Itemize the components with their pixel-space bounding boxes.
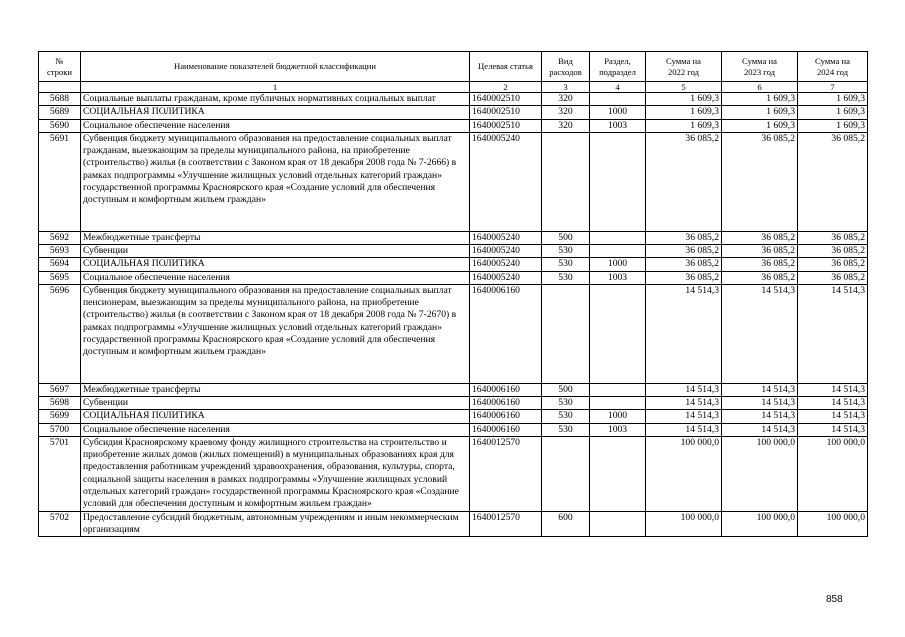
row-number: 5694 [39,258,81,271]
row-section: 1000 [590,410,646,423]
row-number: 5701 [39,436,81,511]
row-sum-2023: 1 609,3 [722,93,798,106]
budget-table [38,51,868,537]
row-sum-2024: 36 085,2 [798,258,868,271]
row-sum-2022: 36 085,2 [646,258,722,271]
row-section [590,93,646,106]
row-target-article: 1640005240 [470,231,542,244]
col-number: 2 [470,82,542,93]
row-target-article: 1640002510 [470,93,542,106]
row-number: 5691 [39,132,81,231]
row-sum-2023: 14 514,3 [722,396,798,409]
row-sum-2022: 36 085,2 [646,231,722,244]
row-sum-2023: 14 514,3 [722,423,798,436]
row-sum-2023: 100 000,0 [722,511,798,537]
row-sum-2023: 36 085,2 [722,244,798,257]
row-number: 5698 [39,396,81,409]
row-sum-2024: 36 085,2 [798,244,868,257]
row-number: 5700 [39,423,81,436]
header-sum-2023: Сумма на 2023 год [722,52,798,82]
row-target-article: 1640005240 [470,244,542,257]
table-row [39,132,868,231]
row-sum-2024: 100 000,0 [798,511,868,537]
row-sum-2022: 14 514,3 [646,284,722,383]
row-target-article: 1640006160 [470,410,542,423]
table-row [39,410,868,423]
row-expense-type: 600 [542,511,590,537]
row-name: Социальное обеспечение населения [81,423,470,436]
column-numbers-row [39,82,868,93]
header-expense-type: Вид расходов [542,52,590,82]
row-name: Субвенция бюджету муниципального образования на предоставление социальных выплат пенсионерам, выезжающим за пределы муниципального района, на приобретение (строительство) жилья (в соответствии с Законом края от 18 декабря 2008 года № 7-2670) в рамках подпрограммы «Улучшение жилищных условий отдельных категорий граждан» государственной программы Красноярского края «Создание условий для обеспечения доступным и комфортным жильем граждан» [81,284,470,383]
table-row [39,284,868,383]
table-row [39,436,868,511]
row-section [590,436,646,511]
row-section: 1003 [590,119,646,132]
row-target-article: 1640002510 [470,119,542,132]
table-row [39,93,868,106]
row-sum-2022: 1 609,3 [646,119,722,132]
row-sum-2024: 1 609,3 [798,119,868,132]
row-sum-2022: 14 514,3 [646,423,722,436]
row-sum-2024: 36 085,2 [798,271,868,284]
table-row [39,271,868,284]
row-name: СОЦИАЛЬНАЯ ПОЛИТИКА [81,410,470,423]
row-section [590,511,646,537]
row-section: 1000 [590,106,646,119]
row-section [590,231,646,244]
row-sum-2023: 36 085,2 [722,132,798,231]
row-target-article: 1640005240 [470,271,542,284]
row-sum-2023: 100 000,0 [722,436,798,511]
row-sum-2022: 36 085,2 [646,132,722,231]
row-sum-2024: 1 609,3 [798,106,868,119]
row-number: 5692 [39,231,81,244]
row-sum-2022: 1 609,3 [646,106,722,119]
row-name: Субвенции [81,396,470,409]
row-sum-2022: 36 085,2 [646,271,722,284]
table-row [39,244,868,257]
table-row [39,258,868,271]
header-name: Наименование показателей бюджетной классификации [81,52,470,82]
row-sum-2024: 14 514,3 [798,396,868,409]
row-sum-2023: 14 514,3 [722,284,798,383]
row-sum-2024: 100 000,0 [798,436,868,511]
row-sum-2022: 14 514,3 [646,410,722,423]
row-expense-type: 530 [542,396,590,409]
table-row [39,119,868,132]
row-number: 5688 [39,93,81,106]
row-sum-2024: 36 085,2 [798,132,868,231]
row-name: Социальное обеспечение населения [81,119,470,132]
row-sum-2024: 14 514,3 [798,410,868,423]
col-number: 4 [590,82,646,93]
row-target-article: 1640002510 [470,106,542,119]
row-expense-type: 320 [542,106,590,119]
row-expense-type: 530 [542,244,590,257]
header-row-no: № строки [39,52,81,82]
page-number: 858 [826,594,843,605]
row-target-article: 1640006160 [470,284,542,383]
row-expense-type: 320 [542,93,590,106]
row-number: 5690 [39,119,81,132]
header-sum-2024: Сумма на 2024 год [798,52,868,82]
col-number [39,82,81,93]
row-number: 5699 [39,410,81,423]
row-name: Предоставление субсидий бюджетным, автономным учреждениям и иным некоммерческим организациям [81,511,470,537]
row-sum-2024: 36 085,2 [798,231,868,244]
row-sum-2023: 36 085,2 [722,231,798,244]
row-expense-type: 500 [542,383,590,396]
row-sum-2022: 14 514,3 [646,396,722,409]
row-sum-2023: 1 609,3 [722,119,798,132]
row-section: 1003 [590,271,646,284]
row-sum-2023: 36 085,2 [722,271,798,284]
row-number: 5689 [39,106,81,119]
row-expense-type: 500 [542,231,590,244]
row-expense-type: 530 [542,423,590,436]
table-row [39,423,868,436]
row-target-article: 1640012570 [470,511,542,537]
row-expense-type [542,132,590,231]
row-target-article: 1640006160 [470,423,542,436]
header-row [39,52,868,82]
row-expense-type: 530 [542,258,590,271]
col-number: 6 [722,82,798,93]
row-section [590,396,646,409]
header-target: Целевая статья [470,52,542,82]
header-section: Раздел, подраздел [590,52,646,82]
row-target-article: 1640006160 [470,383,542,396]
row-number: 5693 [39,244,81,257]
table-row [39,511,868,537]
table-row [39,106,868,119]
row-sum-2022: 100 000,0 [646,511,722,537]
row-sum-2024: 14 514,3 [798,383,868,396]
row-target-article: 1640006160 [470,396,542,409]
row-name: Межбюджетные трансферты [81,231,470,244]
row-name: Субвенции [81,244,470,257]
row-sum-2023: 14 514,3 [722,383,798,396]
table-row [39,396,868,409]
row-number: 5696 [39,284,81,383]
row-expense-type: 320 [542,119,590,132]
row-expense-type [542,284,590,383]
row-expense-type [542,436,590,511]
row-sum-2022: 36 085,2 [646,244,722,257]
row-number: 5702 [39,511,81,537]
header-sum-2022: Сумма на 2022 год [646,52,722,82]
col-number: 7 [798,82,868,93]
row-name: Субсидия Красноярскому краевому фонду жилищного строительства на строительство и приобретение жилых домов (жилых помещений) в муниципальных образованиях края для предоставления работникам учреждений здравоохранения, образования, культуры, спорта, социальной защиты населения в рамках подпрограммы «Улучшение жилищных условий отдельных категорий граждан» государственной программы Красноярского края «Создание условий для обеспечения доступным и комфортным жильем граждан» [81,436,470,511]
row-expense-type: 530 [542,410,590,423]
row-name: Социальное обеспечение населения [81,271,470,284]
row-target-article: 1640005240 [470,258,542,271]
table-row [39,383,868,396]
col-number: 5 [646,82,722,93]
row-sum-2022: 100 000,0 [646,436,722,511]
row-sum-2024: 14 514,3 [798,423,868,436]
row-section: 1003 [590,423,646,436]
row-section [590,244,646,257]
row-target-article: 1640012570 [470,436,542,511]
row-expense-type: 530 [542,271,590,284]
row-sum-2023: 1 609,3 [722,106,798,119]
col-number: 1 [81,82,470,93]
row-target-article: 1640005240 [470,132,542,231]
row-section [590,383,646,396]
row-section: 1000 [590,258,646,271]
row-name: Социальные выплаты гражданам, кроме публичных нормативных социальных выплат [81,93,470,106]
row-sum-2023: 36 085,2 [722,258,798,271]
row-sum-2024: 14 514,3 [798,284,868,383]
col-number: 3 [542,82,590,93]
row-name: Межбюджетные трансферты [81,383,470,396]
row-sum-2022: 1 609,3 [646,93,722,106]
row-sum-2023: 14 514,3 [722,410,798,423]
table-row [39,231,868,244]
row-name: Субвенция бюджету муниципального образования на предоставление социальных выплат гражданам, выезжающим за пределы муниципального района, на приобретение (строительство) жилья (в соответствии с Законом края от 18 декабря 2008 года № 7-2666) в рамках подпрограммы «Улучшение жилищных условий отдельных категорий граждан» государственной программы Красноярского края «Создание условий для обеспечения доступным и комфортным жильем граждан» [81,132,470,231]
row-section [590,284,646,383]
row-number: 5695 [39,271,81,284]
row-number: 5697 [39,383,81,396]
row-name: СОЦИАЛЬНАЯ ПОЛИТИКА [81,258,470,271]
row-sum-2024: 1 609,3 [798,93,868,106]
row-section [590,132,646,231]
row-sum-2022: 14 514,3 [646,383,722,396]
row-name: СОЦИАЛЬНАЯ ПОЛИТИКА [81,106,470,119]
